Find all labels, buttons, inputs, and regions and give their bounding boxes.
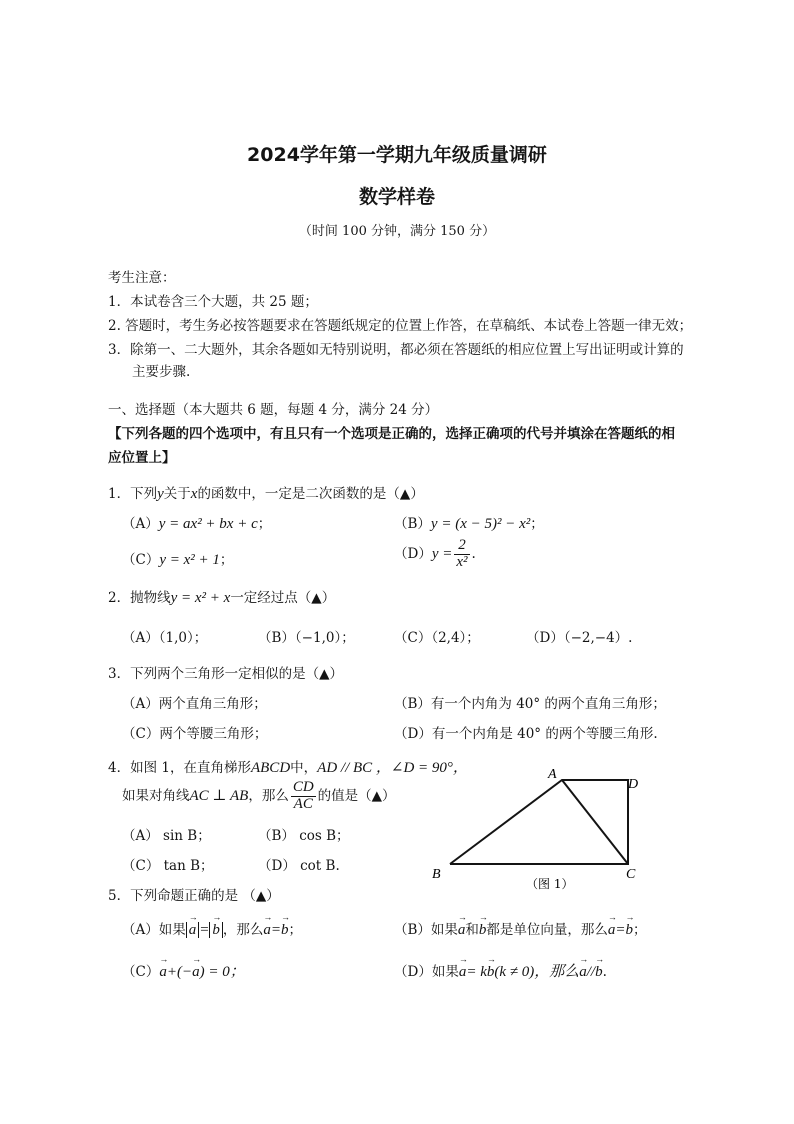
question-2-stem — [108, 586, 335, 607]
q2-option-d[interactable]: （D）（−2,−4）. — [526, 630, 633, 646]
q5-option-b[interactable] — [394, 918, 647, 939]
figure-1-trapezoid — [420, 764, 650, 894]
q5-d-vec4: → b — [595, 964, 603, 981]
q1-b-label: （B） — [394, 516, 431, 532]
q4-line2-expr: AC ⊥ AB — [189, 787, 249, 804]
q5-c-vec2: → a — [192, 964, 200, 981]
q2-option-b[interactable]: （B）（−1,0）； — [258, 630, 355, 646]
q5-a-abs-a — [186, 922, 200, 938]
q5-d-vec1: → a — [459, 964, 467, 981]
q1-a-label: （A） — [122, 516, 159, 532]
q4-condition: AD // BC ，∠D = 90°， — [317, 760, 468, 776]
q1-d-numerator: 2 — [454, 538, 469, 555]
q5-a-vec1: → a — [189, 922, 197, 939]
q4-frac-numerator: CD — [292, 779, 314, 795]
q1-var-x: x — [190, 486, 198, 502]
q1-option-b[interactable] — [394, 512, 544, 533]
q5-b-end: ； — [633, 922, 647, 938]
q4-line2-b: ，那么 — [248, 787, 289, 804]
q5-b-eq: = — [615, 922, 626, 938]
q1-c-label: （C） — [122, 552, 160, 568]
notice-item-3-cont: 主要步骤. — [132, 364, 191, 380]
q4-stem-b: 中， — [290, 760, 318, 776]
q5-d-par: // — [586, 964, 596, 980]
q5-option-d[interactable] — [394, 960, 607, 981]
q1-b-expr: y = (x − 5)² − x² — [430, 516, 531, 532]
q1-var-y: y — [157, 486, 164, 502]
q5-d-eq: = k — [466, 964, 487, 980]
q1-option-d[interactable] — [394, 538, 476, 571]
q5-b-vec2: → b — [479, 922, 487, 939]
q5-a-vec3: → a — [263, 922, 271, 939]
q4-option-a[interactable]: （A） sin B； — [122, 828, 211, 844]
q5-b-and: 和 — [465, 922, 479, 938]
question-5-stem: 5．下列命题正确的是 （▲） — [108, 888, 280, 904]
q5-b-vec3: → a — [608, 922, 616, 939]
q4-stem-a: 4．如图 1，在直角梯形 — [108, 760, 251, 776]
q5-b-label: （B）如果 — [394, 922, 458, 938]
q5-a-vec4: → b — [281, 922, 289, 939]
q5-d-vec3: → a — [579, 964, 587, 981]
q3-option-a[interactable]: （A）两个直角三角形； — [122, 696, 267, 712]
q1-c-end: ； — [219, 552, 234, 568]
vertex-label-d: D — [628, 777, 639, 792]
question-1-stem — [108, 482, 424, 503]
q4-line2-c: 的值是（▲） — [317, 787, 396, 804]
q4-line2-a: 如果对角线 — [122, 787, 190, 804]
q1-option-a[interactable] — [122, 512, 271, 533]
question-4-stem — [108, 756, 468, 777]
q1-a-expr: y = ax² + bx + c — [158, 516, 258, 532]
q2-stem-a: 2．抛物线 — [108, 590, 171, 606]
q1-c-expr: y = x² + 1 — [159, 552, 220, 568]
diagonal-ac — [562, 780, 628, 864]
q1-stem-a: 1．下列 — [108, 486, 158, 502]
vertex-label-c: C — [626, 867, 636, 882]
q5-a-eq2: = — [270, 922, 281, 938]
q5-option-a[interactable] — [122, 918, 302, 939]
q1-stem-c: 的函数中，一定是二次函数的是（▲） — [197, 486, 424, 502]
q5-d-end: . — [602, 964, 607, 980]
notice-heading: 考生注意： — [108, 270, 176, 286]
q5-a-vec2: → b — [212, 922, 220, 939]
q3-option-d[interactable]: （D）有一个内角是 40° 的两个等腰三角形. — [394, 726, 658, 742]
q2-expr: y = x² + x — [170, 590, 231, 606]
trapezoid-outline — [450, 780, 628, 864]
section1-heading: 一、选择题（本大题共 6 题，每题 4 分，满分 24 分） — [108, 402, 439, 418]
q3-option-c[interactable]: （C）两个等腰三角形； — [122, 726, 268, 742]
q2-option-c[interactable]: （C）（2,4）； — [394, 630, 480, 646]
q4-option-b[interactable]: （B） cos B； — [258, 828, 350, 844]
q5-a-abs-b — [209, 922, 223, 938]
q1-stem-b: 关于 — [163, 486, 191, 502]
q5-b-vec4: → b — [626, 922, 634, 939]
notice-item-3: 3．除第一、二大题外，其余各题如无特别说明，都必须在答题纸的相应位置上写出证明或计算的 — [108, 342, 684, 358]
q1-option-c[interactable] — [122, 548, 233, 569]
q5-b-vec1: → a — [458, 922, 466, 939]
q5-option-c[interactable] — [122, 960, 245, 981]
q5-c-mid: +(− — [166, 964, 193, 980]
q2-stem-b: 一定经过点（▲） — [230, 590, 336, 606]
q1-b-end: ； — [530, 516, 544, 532]
vertex-label-a: A — [548, 767, 557, 782]
q4-fraction — [291, 780, 316, 813]
q3-option-b[interactable]: （B）有一个内角为 40° 的两个直角三角形； — [394, 696, 666, 712]
q4-frac-denominator: AC — [293, 795, 313, 812]
q2-option-a[interactable]: （A）（1,0）； — [122, 630, 208, 646]
q1-d-fraction — [454, 538, 469, 571]
time-info: （时间 100 分钟，满分 150 分） — [298, 224, 496, 239]
q1-d-denominator: x² — [456, 553, 468, 570]
exam-subtitle: 数学样卷 — [358, 186, 435, 208]
q1-d-label: （D） — [394, 545, 432, 562]
question-4-line2 — [122, 780, 396, 813]
q5-b-text: 都是单位向量，那么 — [486, 922, 608, 938]
q4-option-c[interactable]: （C） tan B； — [122, 858, 214, 874]
q5-d-cond: (k ≠ 0)，那么 — [494, 964, 580, 980]
notice-item-1: 1．本试卷含三个大题，共 25 题； — [108, 294, 318, 310]
q5-a-end: ； — [288, 922, 302, 938]
notice-item-2: 2. 答题时，考生务必按答题要求在答题纸规定的位置上作答，在草稿纸、本试卷上答题一律无效； — [108, 318, 693, 334]
q4-option-d[interactable]: （D） cot B. — [258, 858, 340, 874]
q5-a-eq: = — [199, 922, 210, 938]
vertex-label-b: B — [432, 867, 441, 882]
question-3-stem: 3．下列两个三角形一定相似的是（▲） — [108, 666, 343, 682]
q1-a-end: ； — [257, 516, 272, 532]
q4-trapezoid: ABCD — [250, 760, 291, 776]
figure-caption: （图 1） — [526, 877, 574, 891]
q5-c-tail: ) = 0； — [199, 964, 245, 980]
exam-title: 2024学年第一学期九年级质量调研 — [247, 144, 547, 166]
q5-c-vec1: → a — [159, 964, 167, 981]
q5-d-vec2: → b — [487, 964, 495, 981]
section1-instruction-line2: 应位置上】 — [108, 450, 176, 466]
q1-d-lhs: y = — [431, 545, 453, 562]
q1-d-end: . — [471, 545, 476, 562]
q5-c-label: （C） — [122, 964, 160, 980]
q5-a-label: （A）如果 — [122, 922, 186, 938]
q5-a-then: ，那么 — [222, 922, 264, 938]
q5-d-label: （D）如果 — [394, 964, 459, 980]
section1-instruction-line1: 【下列各题的四个选项中，有且只有一个选项是正确的，选择正确项的代号并填涂在答题纸的相 — [108, 426, 675, 442]
